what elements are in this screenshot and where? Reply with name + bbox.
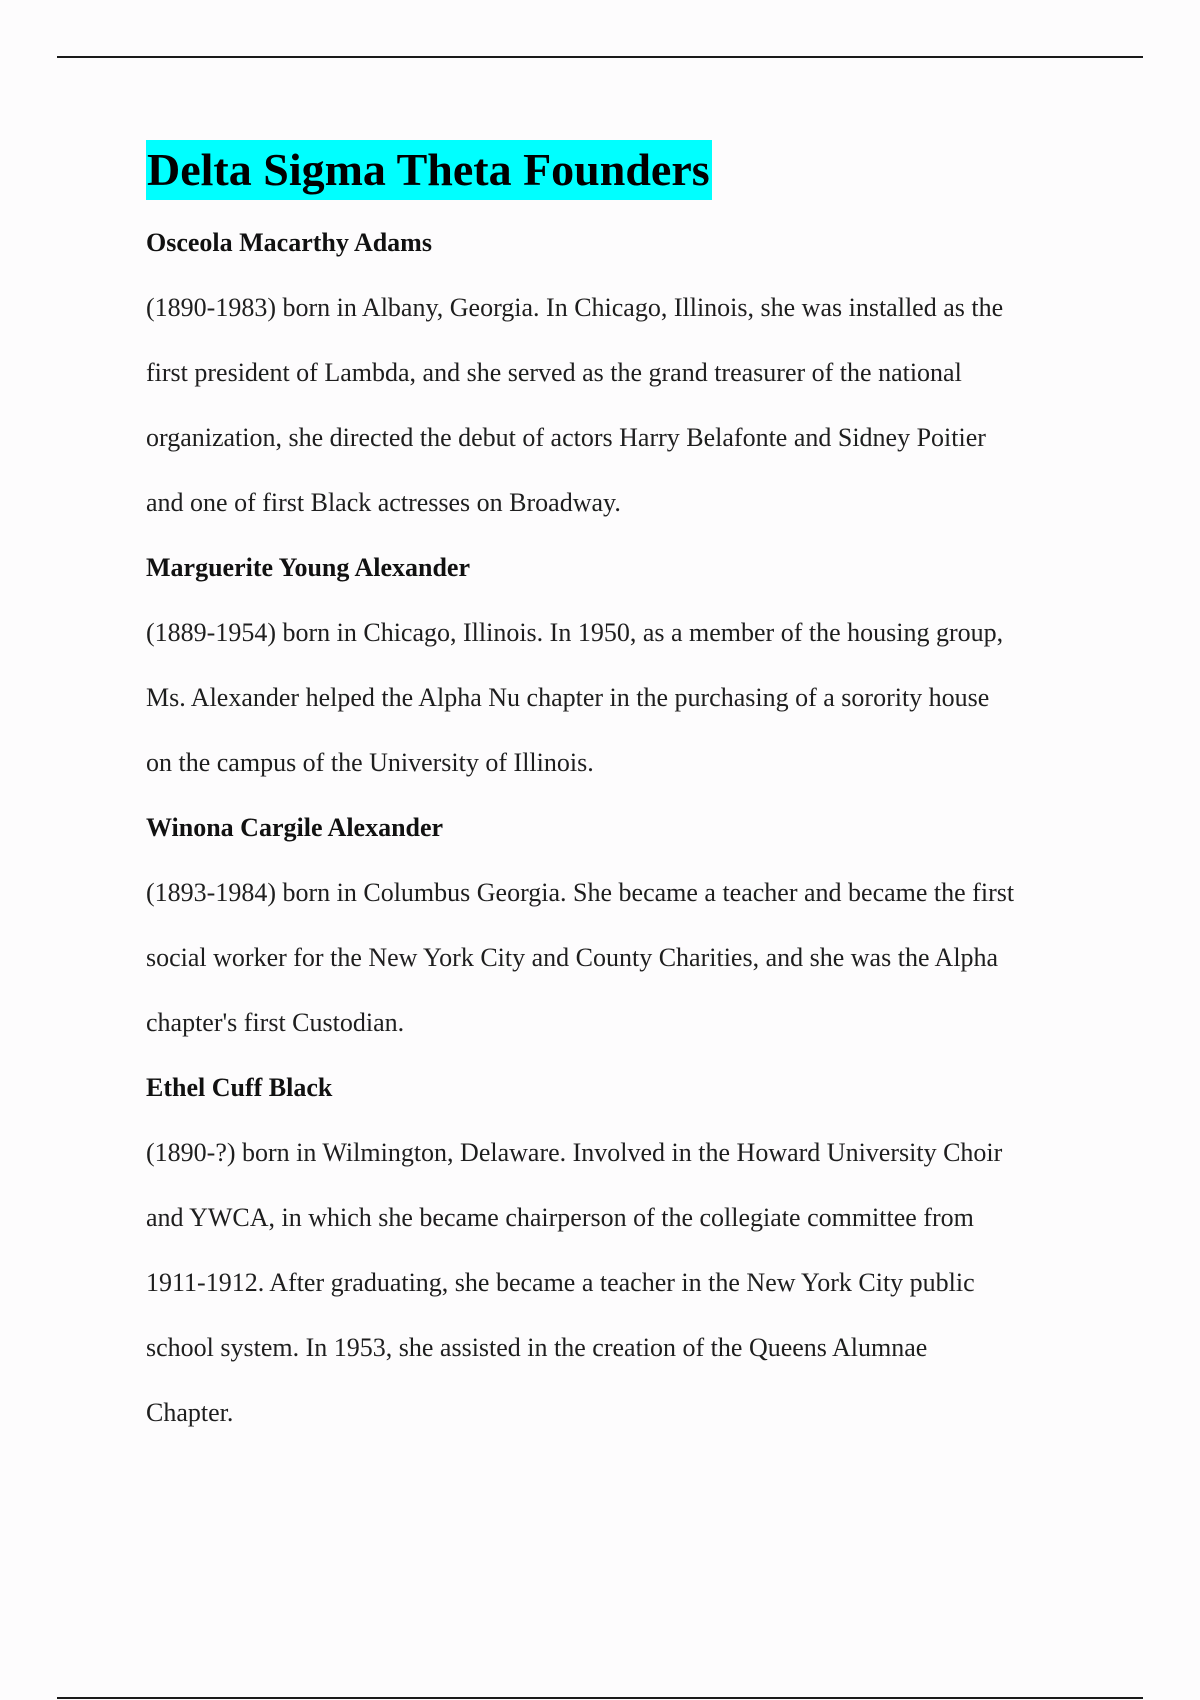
founder-bio-line: organization, she directed the debut of actors Harry Belafonte and Sidney Poitier <box>146 423 986 452</box>
founder-entry <box>146 1055 1096 1445</box>
founder-bio-line: (1890-1983) born in Albany, Georgia. In Chicago, Illinois, she was installed as the <box>146 293 1004 322</box>
document-title: Delta Sigma Theta Founders <box>146 140 712 200</box>
founder-bio-line: Ms. Alexander helped the Alpha Nu chapter in the purchasing of a sorority house <box>146 683 990 712</box>
founder-entry <box>146 795 1096 1055</box>
founder-entry <box>146 535 1096 795</box>
founder-bio-line: on the campus of the University of Illinois. <box>146 748 594 777</box>
founder-bio-line: (1893-1984) born in Columbus Georgia. She became a teacher and became the first <box>146 878 1015 907</box>
header-rule <box>57 56 1143 58</box>
founder-bio-line: 1911-1912. After graduating, she became a teacher in the New York City public <box>146 1268 975 1297</box>
founder-name: Ethel Cuff Black <box>146 1073 333 1102</box>
founder-entry <box>146 210 1096 535</box>
founder-bio-line: Chapter. <box>146 1398 234 1427</box>
founder-bio-line: social worker for the New York City and County Charities, and she was the Alpha <box>146 943 999 972</box>
document-body <box>146 140 1096 1445</box>
title-wrapper <box>146 140 1096 206</box>
founder-bio-line: chapter's first Custodian. <box>146 1008 405 1037</box>
founder-name: Winona Cargile Alexander <box>146 813 444 842</box>
founder-bio-line: (1889-1954) born in Chicago, Illinois. In 1950, as a member of the housing group, <box>146 618 1004 647</box>
founder-bio-line: and YWCA, in which she became chairperson of the collegiate committee from <box>146 1203 974 1232</box>
founder-bio-line: (1890-?) born in Wilmington, Delaware. Involved in the Howard University Choir <box>146 1138 1003 1167</box>
founder-bio-line: and one of first Black actresses on Broadway. <box>146 488 621 517</box>
founder-bio-line: first president of Lambda, and she served as the grand treasurer of the national <box>146 358 962 387</box>
footer-rule <box>57 1697 1143 1699</box>
founder-name: Marguerite Young Alexander <box>146 553 470 582</box>
founder-name: Osceola Macarthy Adams <box>146 228 432 257</box>
founder-bio-line: school system. In 1953, she assisted in the creation of the Queens Alumnae <box>146 1333 928 1362</box>
